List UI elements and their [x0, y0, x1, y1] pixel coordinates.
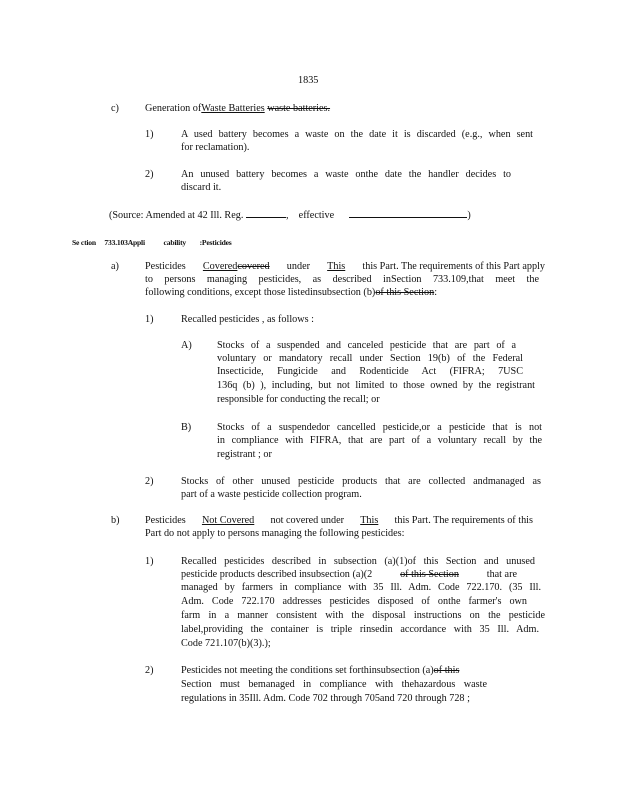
deleted-text: of this Section — [375, 287, 435, 298]
paragraph-label: a) — [111, 261, 119, 272]
paragraph-line: Part do not apply to persons managing the following pesticides: — [145, 528, 405, 539]
deleted-text: of this Section — [400, 569, 459, 580]
item-text-line: for reclamation). — [181, 142, 250, 153]
deleted-text: waste batteries. — [267, 103, 331, 114]
text-segment: not covered under — [270, 515, 345, 526]
item-text-line: discard it. — [181, 182, 222, 193]
paragraph-line — [145, 514, 533, 527]
text-segment: under — [286, 261, 310, 272]
paragraph-label: b) — [111, 515, 120, 526]
source-comma: , — [285, 210, 289, 221]
section-title: cability — [163, 238, 186, 247]
deleted-text: of this — [433, 665, 460, 676]
subitem-label: A) — [181, 340, 192, 351]
item-text-line: Section must bemanaged in compliance with thehazardous waste — [181, 679, 487, 690]
text-segment: : — [434, 287, 438, 298]
text-segment: pesticide products described insubsection (a)(2 — [181, 569, 373, 580]
text-segment: Pesticides — [145, 261, 186, 272]
item-number: 2) — [145, 476, 154, 487]
item-text-line: part of a waste pesticide collection program. — [181, 489, 362, 500]
item-text-line: A used battery becomes a waste on the date it is discarded (e.g., when sent — [181, 129, 533, 140]
source-effective: effective — [298, 210, 335, 221]
subitem-label: B) — [181, 422, 192, 433]
item-text-line: farm in a manner consistent with the disposal instructions on the pesticide — [181, 610, 545, 621]
paragraph-line: to persons managing pesticides, as described inSection 733.109,that meet the — [145, 274, 539, 285]
section-number: 733.103Appli — [104, 238, 145, 247]
item-text-line: An unused battery becomes a waste onthe date the handler decides to — [181, 169, 511, 180]
page-number: 1835 — [298, 75, 319, 86]
section-title: :Pesticides — [199, 238, 232, 247]
paragraph-label: c) — [111, 103, 119, 114]
inserted-text: This — [327, 261, 346, 272]
source-text: (Source: Amended at 42 Ill. Reg. — [109, 210, 244, 221]
heading-text: Generation of — [145, 103, 202, 114]
item-text-line: Recalled pesticides described in subsection (a)(1)of this Section and unused — [181, 556, 535, 567]
item-text-line: managed by farmers in compliance with 35 Ill. Adm. Code 722.170. (35 Ill. — [181, 582, 541, 593]
inserted-text: Waste Batteries — [201, 103, 265, 114]
subitem-text-line: Insecticide, Fungicide and Rodenticide Act (FIFRA; 7USC — [217, 366, 523, 377]
section-label: Se ction — [72, 238, 96, 247]
source-close: ) — [467, 210, 471, 221]
subitem-text-line: Stocks of a suspended and canceled pesticide that are part of a — [217, 340, 516, 351]
item-number: 1) — [145, 314, 154, 325]
blank-line — [349, 207, 467, 218]
subitem-text-line: voluntary or mandatory recall under Section 19(b) of the Federal — [217, 353, 523, 364]
inserted-text: Covered — [202, 261, 238, 272]
text-segment: Pesticides not meeting the conditions set forthinsubsection (a) — [181, 665, 434, 676]
item-number: 1) — [145, 129, 154, 140]
item-text-line: Recalled pesticides , as follows : — [181, 314, 314, 325]
item-text-line: Stocks of other unused pesticide products that are collected andmanaged as — [181, 476, 541, 487]
inserted-text: This — [360, 515, 379, 526]
section-heading — [72, 236, 232, 249]
deleted-text: covered — [237, 261, 270, 272]
subitem-text-line: registrant ; or — [217, 449, 272, 460]
item-text-line: Code 721.107(b)(3).); — [181, 638, 271, 649]
source-note — [109, 207, 471, 222]
paragraph-line — [145, 260, 545, 273]
text-segment: this Part. The requirements of this Part apply — [362, 261, 545, 272]
paragraph-line — [145, 286, 437, 299]
item-text-line: regulations in 35Ill. Adm. Code 702 through 705and 720 through 728 ; — [181, 693, 470, 704]
subitem-text-line: responsible for conducting the recall; or — [217, 394, 380, 405]
text-segment: Pesticides — [145, 515, 186, 526]
subitem-text-line: in compliance with FIFRA, that are part of a voluntary recall by the — [217, 435, 542, 446]
inserted-text: Not Covered — [201, 515, 255, 526]
item-text-line — [181, 664, 459, 677]
item-text-line: Adm. Code 722.170 addresses pesticides disposed of onthe farmer's own — [181, 596, 527, 607]
text-segment: following conditions, except those listedinsubsection (b) — [145, 287, 376, 298]
generation-heading — [145, 102, 330, 115]
subitem-text-line: Stocks of a suspendedor cancelled pesticide,or a pesticide that is not — [217, 422, 542, 433]
item-text-line — [181, 568, 517, 581]
subitem-text-line: 136q (b) ), including, but not limited to those owned by the registrant — [217, 380, 535, 391]
text-segment: that are — [486, 569, 517, 580]
blank-line — [246, 207, 286, 218]
item-number: 1) — [145, 556, 154, 567]
item-number: 2) — [145, 169, 154, 180]
item-text-line: label,providing the container is triple rinsedin accordance with 35 Ill. Adm. — [181, 624, 539, 635]
text-segment: this Part. The requirements of this — [394, 515, 533, 526]
item-number: 2) — [145, 665, 154, 676]
